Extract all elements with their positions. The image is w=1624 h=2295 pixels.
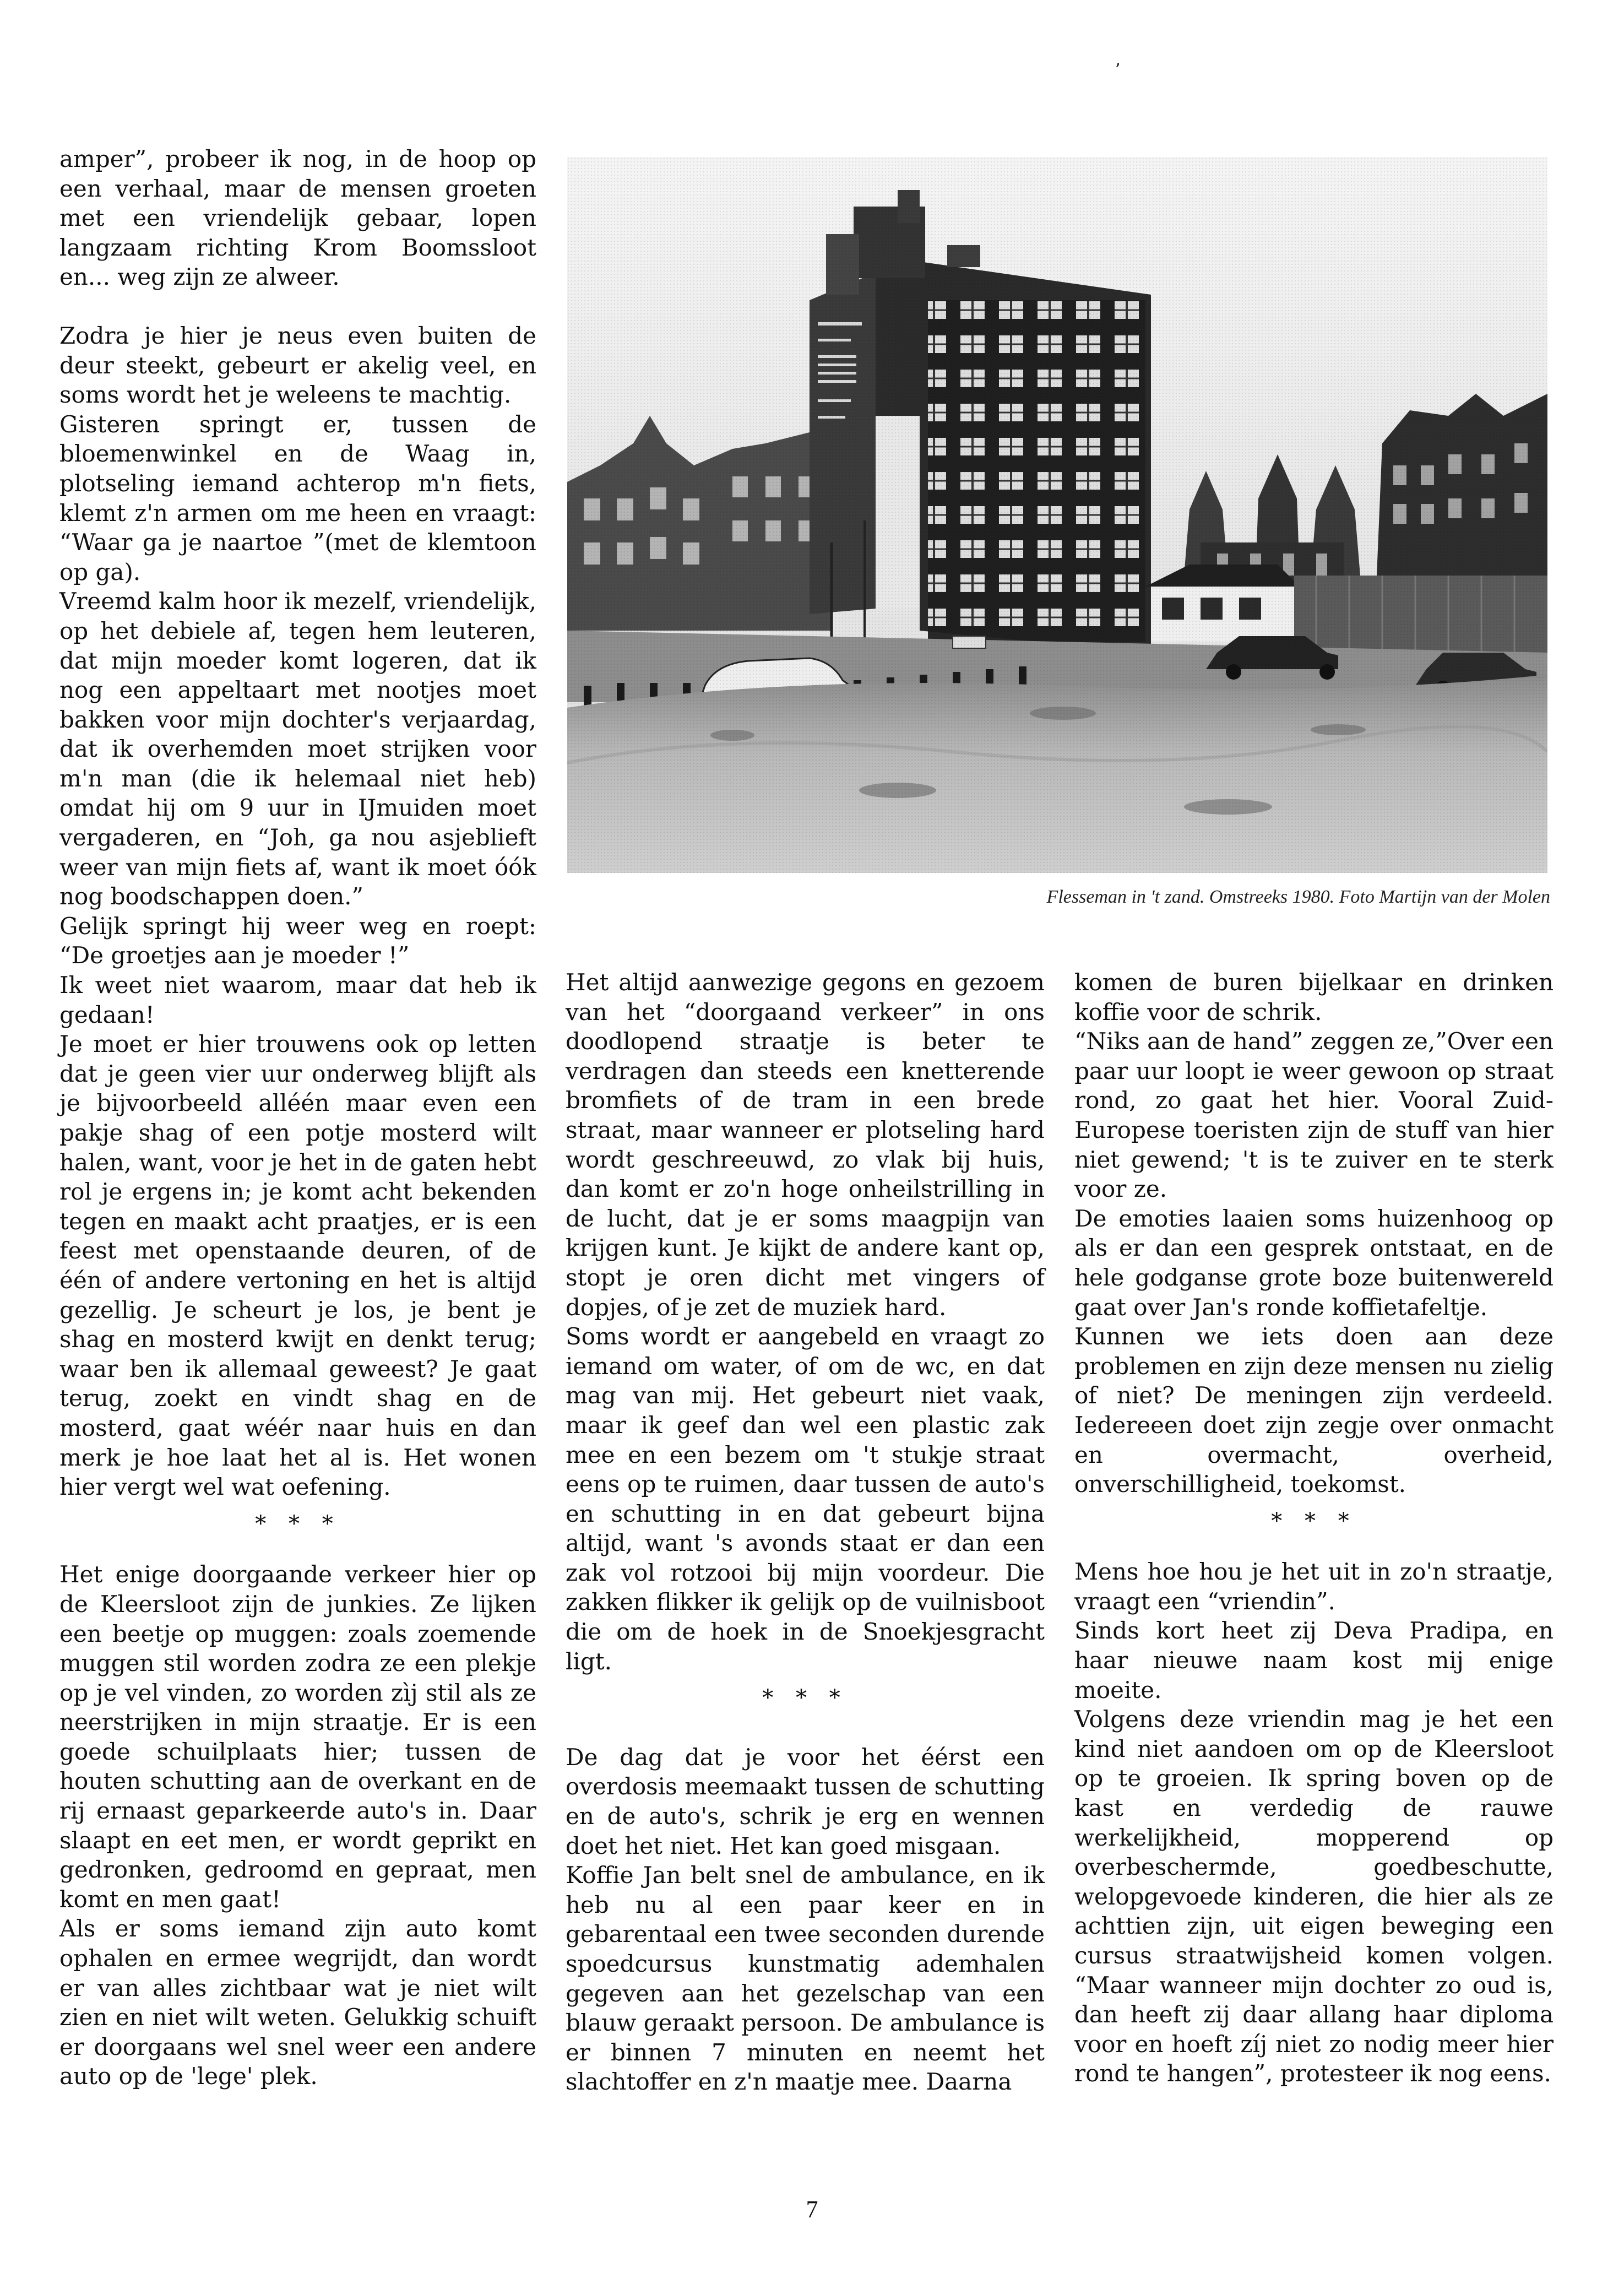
text-column-right xyxy=(1074,968,1554,2088)
paragraph: Mens hoe hou je het uit in zo'n straatje, vraagt een “vriendin”. xyxy=(1074,1558,1554,1615)
paragraph: Volgens deze vriendin mag je het een kind niet aandoen om op de Kleersloot op te groeien. Ik spring boven op de kast en verdedig de rauwe werkelijkheid, mopperend op overbeschermde, goedbeschutte, welopgevoede kinderen, die hier als ze achttien zijn, uit eigen beweging een cursus straatwijsheid komen volgen. “Maar wanneer mijn dochter zo oud is, dan heeft zij daar allang haar diploma voor en hoeft zíj niet zo nodig meer hier rond te hangen”, protesteer ik nog eens. xyxy=(1074,1706,1554,2087)
section-divider: * * * xyxy=(255,1511,341,1537)
paragraph: Het altijd aanwezige gegons en gezoem van het “doorgaand verkeer” in ons doodlopend straatje is beter te verdragen dan steeds een knetterende bromfiets of de tram in een brede straat, maar wanneer er plotseling hard wordt geschreeuwd, zo vlak bij huis, dan komt er zo'n hoge onheilstrilling in de lucht, dat je er soms maagpijn van krijgen kunt. Je kijkt de andere kant op, stopt je oren dicht met vingers of dopjes, of je zet de muziek hard. xyxy=(566,969,1045,1321)
stray-mark: ʼ xyxy=(1115,61,1120,80)
street-photo-illustration xyxy=(567,157,1547,873)
paragraph: “Niks aan de hand” zeggen ze,”Over een paar uur loopt ie weer gewoon op straat rond, zo gaat het hier. Vooral Zuid-Europese toeristen zijn de stuff van hier niet gewend; 't is te zuiver en te sterk voor ze. xyxy=(1074,1028,1554,1203)
paragraph: De emoties laaien soms huizenhoog op als er dan een gesprek ontstaat, en de hele godganse grote boze buitenwereld gaat over Jan's ronde koffietafeltje. xyxy=(1074,1205,1554,1321)
paragraph: Het enige doorgaande verkeer hier op de Kleersloot zijn de junkies. Ze lijken een beetje op muggen: zoals zoemende muggen stil worden zodra ze een plekje op je vel vinden, zo worden zìj stil als ze neerstrijken in mijn straatje. Er is een goede schuilplaats hier; tussen de houten schutting aan de overkant en de rij ernaast geparkeerde auto's in. Daar slaapt en eet men, er wordt geprikt en gedronken, gedroomd en gepraat, men komt en men gaat! xyxy=(59,1561,536,1913)
paragraph: Koffie Jan belt snel de ambulance, en ik heb nu al een paar keer en in gebarentaal een twee seconden durende spoedcursus kunstmatig ademhalen gegeven aan het gezelschap van een blauw geraakt persoon. De ambulance is er binnen 7 minuten en neemt het slachtoffer en z'n maatje mee. Daarna xyxy=(566,1862,1045,2096)
text-column-left xyxy=(59,144,536,2091)
section-divider: * * * xyxy=(762,1685,848,1711)
paragraph: Je moet er hier trouwens ook op letten dat je geen vier uur onderweg blijft als je bijvoorbeeld alléén maar even een pakje shag of een potje mosterd wilt halen, want, voor je het in de gaten hebt rol je ergens in; je komt acht bekenden tegen en maakt acht praatjes, er is een feest met openstaande deuren, of de één of andere vertoning en het is altijd gezellig. Je scheurt je los, je bent je shag en mosterd kwijt en denkt terug; waar ben ik allemaal geweest? Je gaat terug, zoekt en vindt shag en de mosterd, gaat wéér naar huis en dan merk je hoe laat het al is. Het wonen hier vergt wel wat oefening. xyxy=(59,1030,536,1501)
paragraph: Sinds kort heet zij Deva Pradipa, en haar nieuwe naam kost mij enige moeite. xyxy=(1074,1617,1554,1703)
paragraph: Als er soms iemand zijn auto komt ophalen en ermee wegrijdt, dan wordt er van alles zichtbaar wat je niet wilt zien en niet wilt weten. Gelukkig schuift er doorgaans wel snel weer een andere auto op de 'lege' plek. xyxy=(59,1915,536,2090)
paragraph: Kunnen we iets doen aan deze problemen en zijn deze mensen nu zielig of niet? De meningen zijn verdeeld. Iedereeen doet zijn zegje over onmacht en overmacht, overheid, onverschilligheid, toekomst. xyxy=(1074,1323,1554,1498)
photo-caption: Flesseman in 't zand. Omstreeks 1980. Foto Martijn van der Molen xyxy=(1046,887,1550,907)
paragraph: Gelijk springt hij weer weg en roept: “De groetjes aan je moeder !” xyxy=(59,912,536,969)
text-column-middle xyxy=(566,968,1045,2097)
paragraph: amper”, probeer ik nog, in de hoop op een verhaal, maar de mensen groeten met een vriendelijk gebaar, lopen langzaam richting Krom Boomssloot en... weg zijn ze alweer. xyxy=(59,145,536,291)
page-number: 7 xyxy=(806,2196,818,2223)
paragraph: De dag dat je voor het éérst een overdosis meemaakt tussen de schutting en de auto's, schrik je erg en wennen doet het niet. Het kan goed misgaan. xyxy=(566,1743,1045,1859)
paragraph: Soms wordt er aangebeld en vraagt zo iemand om water, of om de wc, en dat mag van mij. Het gebeurt niet vaak, maar ik geef dan wel een plastic zak mee en een bezem om 't stukje straat eens op te ruimen, daar tussen de auto's en schutting in en dat gebeurt bijna altijd, want 's avonds staat er dan een zak vol rotzooi bij mijn voordeur. Die zakken flikker ik gelijk op de vuilnisboot die om de hoek in de Snoekjesgracht ligt. xyxy=(566,1323,1045,1675)
paragraph: Gisteren springt er, tussen de bloemenwinkel en de Waag in, plotseling iemand achterop m'n fiets, klemt z'n armen om me heen en vraagt: “Waar ga je naartoe ”(met de klemtoon op ga). xyxy=(59,410,536,585)
paragraph: Vreemd kalm hoor ik mezelf, vriendelijk, op het debiele af, tegen hem leuteren, dat mijn moeder komt logeren, dat ik nog een appeltaart met nootjes moet bakken voor mijn dochter's verjaardag, dat ik overhemden moet strijken voor m'n man (die ik helemaal niet heb) omdat hij om 9 uur in IJmuiden moet vergaderen, en “Joh, ga nou asjeblieft weer van mijn fiets af, want ik moet óók nog boodschappen doen.” xyxy=(59,588,536,910)
paragraph: Zodra je hier je neus even buiten de deur steekt, gebeurt er akelig veel, en soms wordt het je weleens te machtig. xyxy=(59,322,536,409)
photograph xyxy=(567,157,1547,873)
paragraph: komen de buren bijelkaar en drinken koffie voor de schrik. xyxy=(1074,969,1554,1026)
section-divider: * * * xyxy=(1271,1508,1357,1534)
paragraph: Ik weet niet waarom, maar dat heb ik gedaan! xyxy=(59,972,536,1028)
